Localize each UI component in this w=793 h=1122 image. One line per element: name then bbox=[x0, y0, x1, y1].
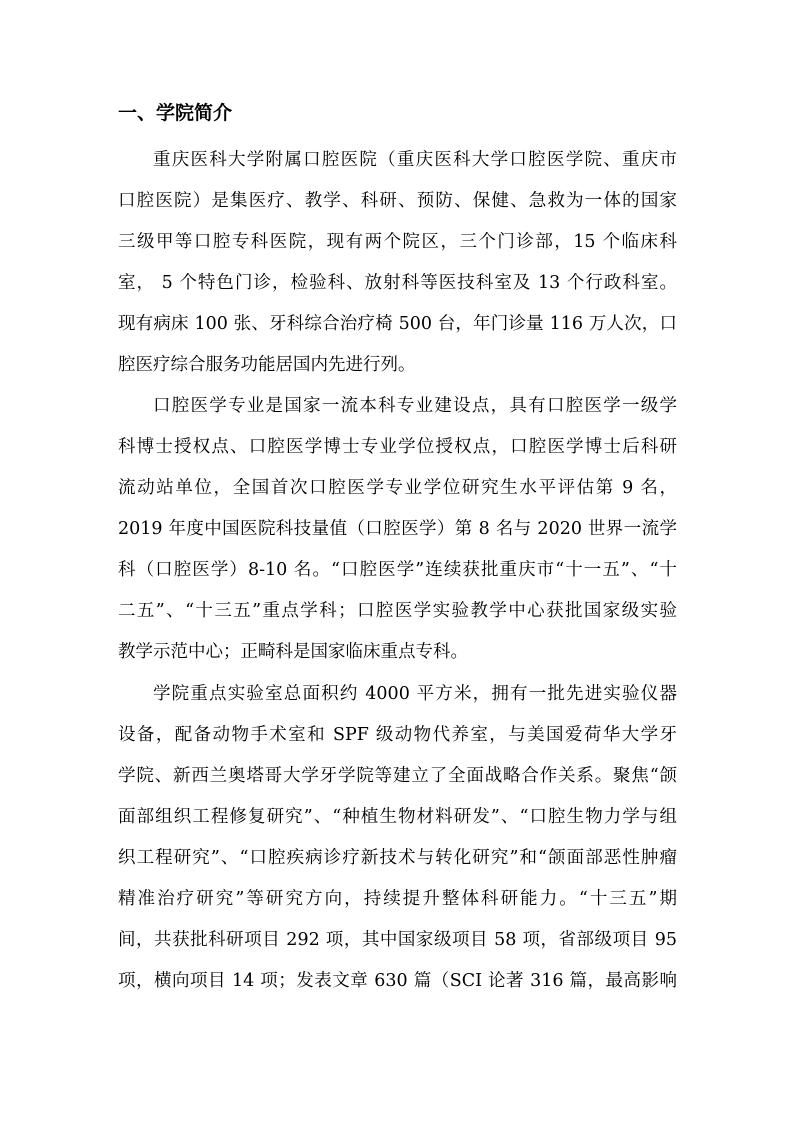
paragraph-1-line-5: 现有病床 100 张、牙科综合治疗椅 500 台，年门诊量 116 万人次，口 bbox=[118, 314, 677, 334]
paragraph-2-line-1: 口腔医学专业是国家一流本科专业建设点，具有口腔医学一级学 bbox=[153, 396, 677, 416]
paragraph-3-line-2: 设备，配备动物手术室和 SPF 级动物代养室，与美国爱荷华大学牙 bbox=[118, 725, 677, 745]
paragraph-3-line-5: 织工程研究”、“口腔疾病诊疗新技术与转化研究”和“颌面部恶性肿瘤 bbox=[118, 848, 677, 868]
paragraph-3-line-7: 间，共获批科研项目 292 项，其中国家级项目 58 项，省部级项目 95 bbox=[118, 930, 677, 950]
paragraph-1-line-4: 室， 5 个特色门诊，检验科、放射科等医技科室及 13 个行政科室。 bbox=[118, 273, 677, 293]
paragraph-1-line-3: 三级甲等口腔专科医院，现有两个院区，三个门诊部，15 个临床科 bbox=[118, 232, 677, 252]
paragraph-3-line-3: 学院、新西兰奥塔哥大学牙学院等建立了全面战略合作关系。聚焦“颌 bbox=[118, 766, 677, 786]
paragraph-3-line-1: 学院重点实验室总面积约 4000 平方米，拥有一批先进实验仪器 bbox=[153, 684, 677, 704]
paragraph-2-line-4: 2019 年度中国医院科技量值（口腔医学）第 8 名与 2020 世界一流学 bbox=[118, 519, 677, 539]
paragraph-1-line-1: 重庆医科大学附属口腔医院（重庆医科大学口腔医学院、重庆市 bbox=[153, 150, 677, 170]
paragraph-2-line-2: 科博士授权点、口腔医学博士专业学位授权点，口腔医学博士后科研 bbox=[118, 437, 677, 457]
paragraph-2-line-5: 科（口腔医学）8-10 名。“口腔医学”连续获批重庆市“十一五”、“十 bbox=[118, 560, 677, 580]
paragraph-3-line-8: 项，横向项目 14 项；发表文章 630 篇（SCI 论著 316 篇，最高影响 bbox=[118, 971, 677, 991]
paragraph-3-line-6: 精准治疗研究”等研究方向，持续提升整体科研能力。“十三五”期 bbox=[118, 889, 677, 909]
section-heading: 一、学院简介 bbox=[118, 102, 233, 124]
paragraph-2-line-7: 教学示范中心；正畸科是国家临床重点专科。 bbox=[118, 642, 468, 662]
paragraph-2-line-3: 流动站单位，全国首次口腔医学专业学位研究生水平评估第 9 名， bbox=[118, 478, 677, 498]
paragraph-2-line-6: 二五”、“十三五”重点学科；口腔医学实验教学中心获批国家级实验 bbox=[118, 601, 677, 621]
paragraph-1-line-2: 口腔医院）是集医疗、教学、科研、预防、保健、急救为一体的国家 bbox=[118, 191, 677, 211]
paragraph-1-line-6: 腔医疗综合服务功能居国内先进行列。 bbox=[118, 355, 416, 375]
paragraph-3-line-4: 面部组织工程修复研究”、“种植生物材料研发”、“口腔生物力学与组 bbox=[118, 807, 677, 827]
